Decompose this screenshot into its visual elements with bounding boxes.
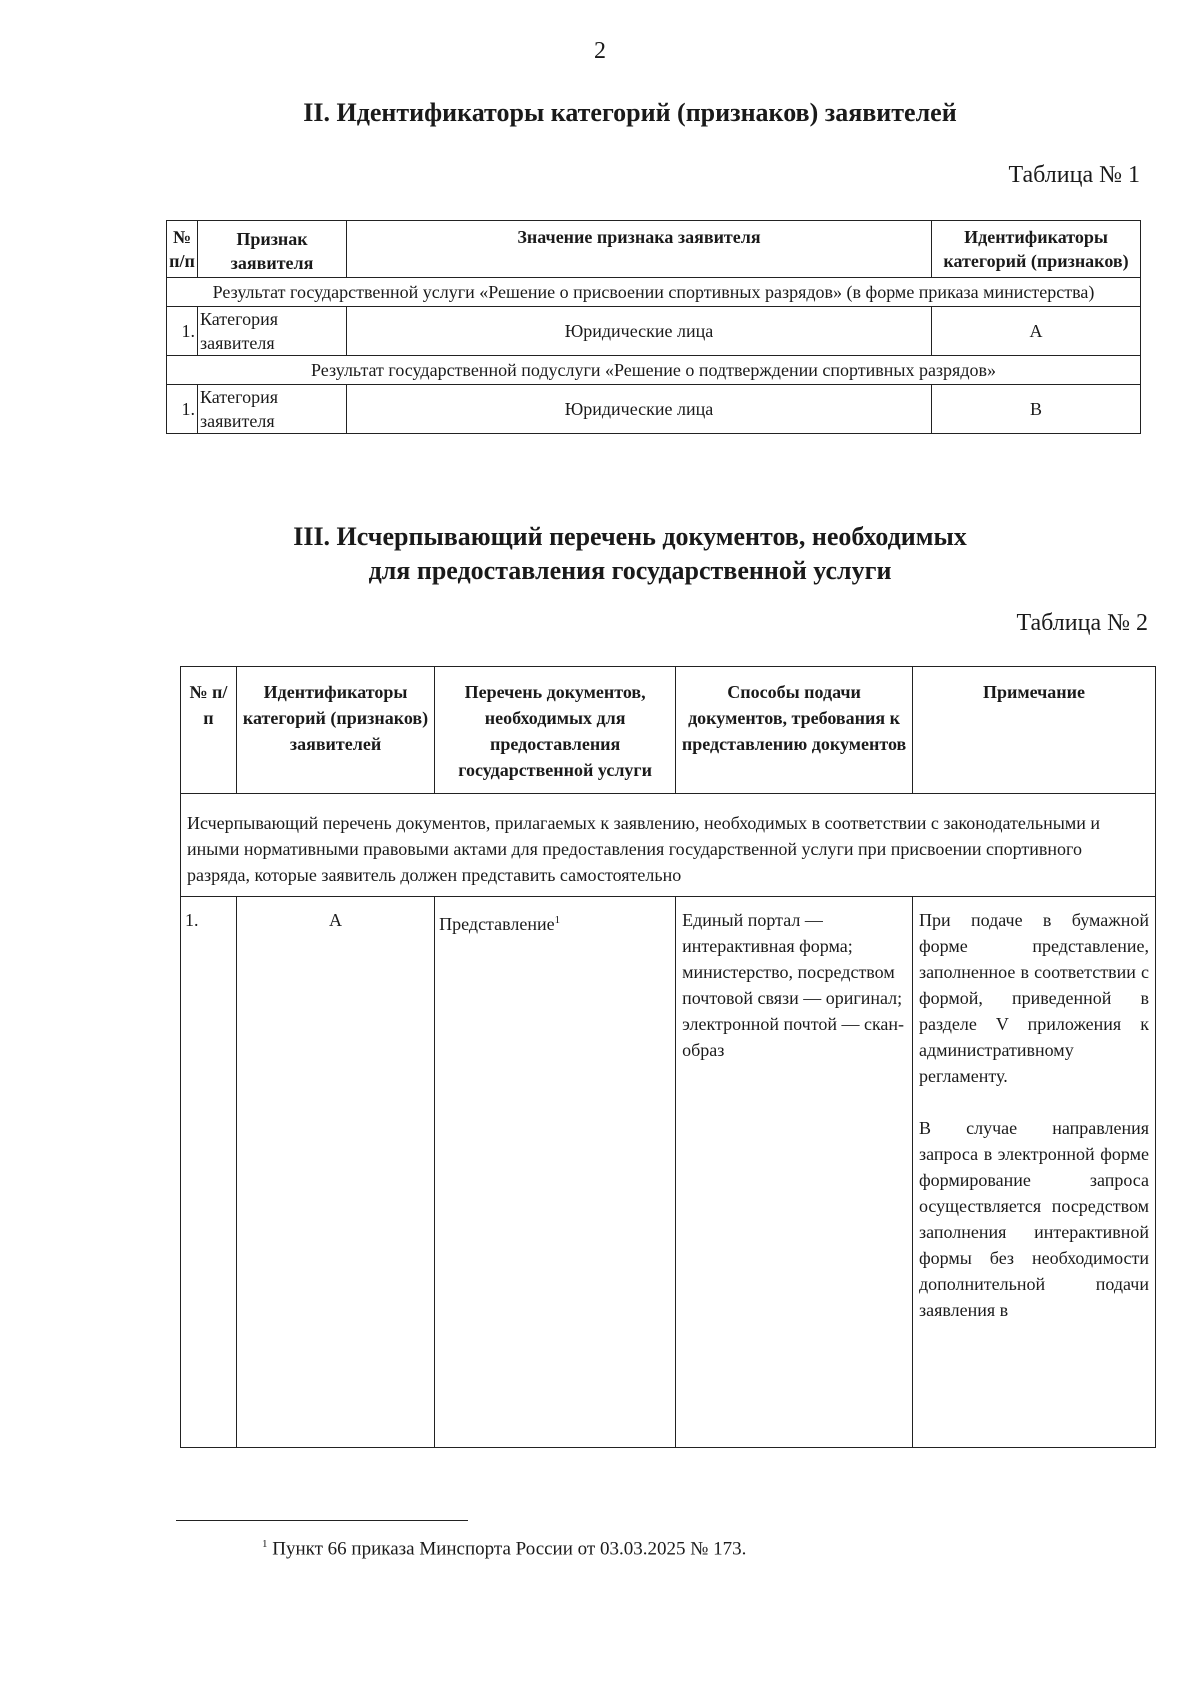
table-row	[167, 278, 1141, 307]
header-value: Значение признака заявителя	[347, 221, 932, 278]
header-attribute: Признак заявителя	[198, 221, 347, 278]
row-methods: Единый портал — интерактивная форма; министерство, посредством почтовой связи — оригинал; электронной почтой — скан-образ	[676, 897, 913, 1448]
header-identifiers: Идентификаторы категорий (признаков)	[932, 221, 1141, 278]
row-num: 1.	[167, 307, 198, 356]
row-num: 1.	[167, 385, 198, 434]
footnote-text: Пункт 66 приказа Минспорта России от 03.03.2025 № 173.	[267, 1538, 747, 1560]
row-attribute: Категория заявителя	[198, 385, 347, 434]
page-number: 2	[594, 38, 606, 64]
note-paragraph: При подаче в бумажной форме представление, заполненное в соответствии с формой, приведенной в разделе V приложения к административному регламенту.	[918, 910, 1149, 1086]
section-title-identifiers: II. Идентификаторы категорий (признаков) заявителей	[303, 98, 957, 127]
table-row	[167, 307, 1141, 356]
table-caption-1: Таблица № 1	[1008, 162, 1140, 188]
table-caption-2: Таблица № 2	[1016, 610, 1148, 636]
row-identifier: В	[932, 385, 1141, 434]
applicant-categories-table	[166, 220, 1141, 434]
header-documents: Перечень документов, необходимых для предоставления государственной услуги	[435, 667, 676, 794]
row-attribute: Категория заявителя	[198, 307, 347, 356]
footnote-divider	[176, 1520, 468, 1521]
intro-row: Исчерпывающий перечень документов, прилагаемых к заявлению, необходимых в соответствии с законодательными и иными нормативными правовыми актами для предоставления государственной услуги при присвоении спортивного разряда, которые заявитель должен представить самостоятельно	[181, 794, 1156, 897]
section-title-line: для предоставления государственной услуги	[368, 556, 892, 585]
row-value: Юридические лица	[347, 307, 932, 356]
table-header-row	[167, 221, 1141, 278]
footnote	[262, 1538, 746, 1560]
row-num: 1.	[181, 897, 237, 1448]
row-note	[912, 897, 1155, 1448]
table-row	[181, 897, 1156, 1448]
header-identifiers: Идентификаторы категорий (признаков) заявителей	[236, 667, 434, 794]
documents-table	[180, 666, 1156, 1448]
header-num: № п/п	[167, 221, 198, 278]
header-note: Примечание	[912, 667, 1155, 794]
footnote-ref[interactable]: 1	[554, 914, 561, 926]
document-name: Представление	[439, 914, 555, 934]
section-title-line: III. Исчерпывающий перечень документов, необходимых	[293, 522, 967, 551]
table-row	[181, 794, 1156, 897]
section-title-documents	[30, 520, 1200, 588]
table-row	[167, 385, 1141, 434]
row-value: Юридические лица	[347, 385, 932, 434]
row-identifier: А	[236, 897, 434, 1448]
header-methods: Способы подачи документов, требования к представлению документов	[676, 667, 913, 794]
row-document	[435, 897, 676, 1448]
result-row-confirmation: Результат государственной подуслуги «Решение о подтверждении спортивных разрядов»	[167, 356, 1141, 385]
footnote-mark: 1	[262, 1538, 268, 1550]
header-num: № п/п	[181, 667, 237, 794]
note-paragraph: В случае направления запроса в электронной форме формирование запроса осуществляется посредством заполнения интерактивной формы без необходимости дополнительной подачи заявления в	[918, 1118, 1149, 1320]
row-identifier: А	[932, 307, 1141, 356]
table-row	[167, 356, 1141, 385]
result-row-assignment: Результат государственной услуги «Решение о присвоении спортивных разрядов» (в форме приказа министерства)	[167, 278, 1141, 307]
table-header-row	[181, 667, 1156, 794]
